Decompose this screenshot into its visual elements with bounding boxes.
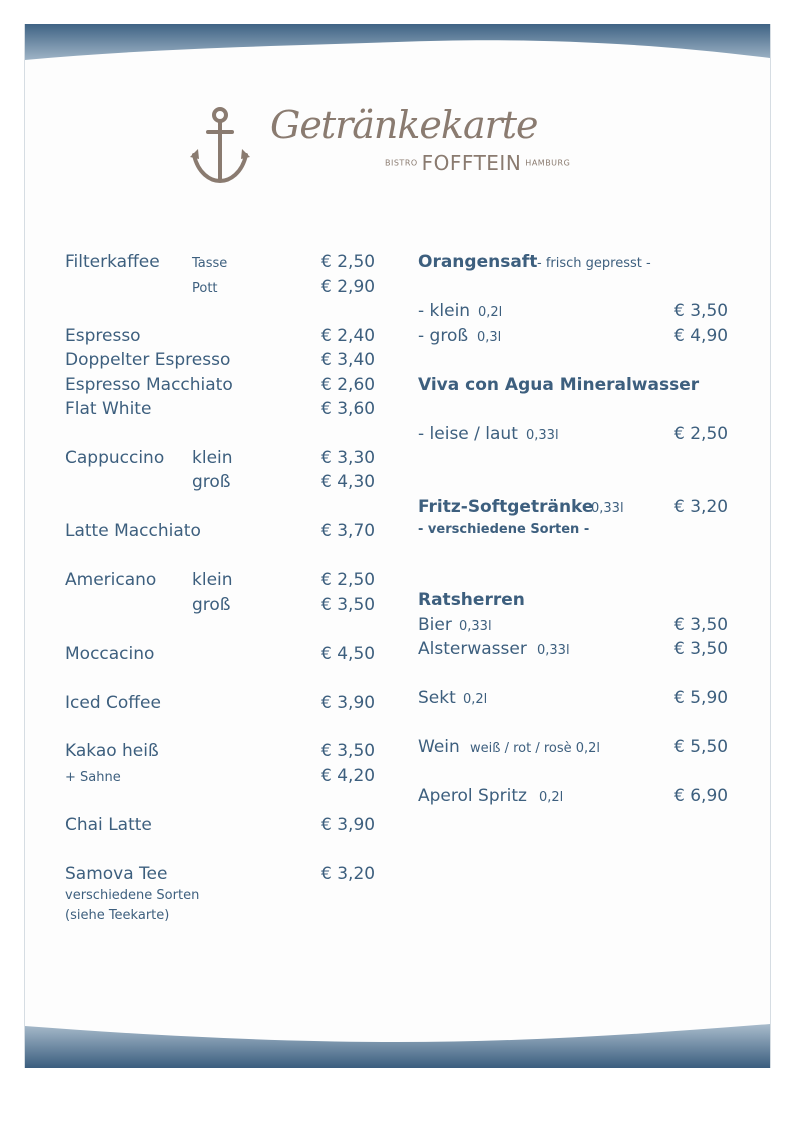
item-price: € 2,40 bbox=[321, 326, 376, 346]
item-name: Iced Coffee bbox=[65, 693, 161, 713]
item-name: - groß bbox=[418, 326, 469, 346]
item-name: Latte Macchiato bbox=[65, 521, 201, 541]
item-note: (siehe Teekarte) bbox=[65, 908, 170, 923]
logo bbox=[190, 105, 610, 190]
item-price: € 3,60 bbox=[321, 399, 376, 419]
item-name: Sekt bbox=[418, 688, 456, 708]
bottom-wave-decoration bbox=[25, 1022, 770, 1068]
item-size: groß bbox=[192, 595, 231, 615]
item-size: groß bbox=[192, 472, 231, 492]
anchor-icon bbox=[190, 105, 250, 185]
item-price: € 2,50 bbox=[321, 570, 376, 590]
item-price: € 4,50 bbox=[321, 644, 376, 664]
item-size: Tasse bbox=[192, 256, 228, 271]
section-title: Ratsherren bbox=[418, 590, 525, 610]
section-title: Viva con Agua Mineralwasser bbox=[418, 375, 700, 395]
item-price: € 3,50 bbox=[674, 615, 729, 635]
item-name: Bier bbox=[418, 615, 452, 635]
item-size: 0,33l bbox=[526, 428, 559, 443]
item-name: Kakao heiß bbox=[65, 741, 159, 761]
item-name: Doppelter Espresso bbox=[65, 350, 231, 370]
item-price: € 2,50 bbox=[674, 424, 729, 444]
item-name: Espresso Macchiato bbox=[65, 375, 233, 395]
logo-hamburg: HAMBURG bbox=[525, 158, 571, 168]
item-name: - leise / laut bbox=[418, 424, 518, 444]
item-name: Samova Tee bbox=[65, 864, 168, 884]
item-name: - klein bbox=[418, 301, 471, 321]
item-price: € 3,20 bbox=[321, 864, 376, 884]
item-size: 0,33l bbox=[537, 643, 570, 658]
section-note: - verschiedene Sorten - bbox=[418, 522, 590, 537]
item-note: verschiedene Sorten bbox=[65, 888, 200, 903]
item-name: Alsterwasser bbox=[418, 639, 527, 659]
item-price: € 6,90 bbox=[674, 786, 729, 806]
item-price: € 5,90 bbox=[674, 688, 729, 708]
item-price: € 2,90 bbox=[321, 277, 376, 297]
item-price: € 3,40 bbox=[321, 350, 376, 370]
section-title: Fritz-Softgetränke bbox=[418, 497, 594, 517]
item-size: Pott bbox=[192, 281, 218, 296]
item-price: € 3,20 bbox=[674, 497, 729, 517]
item-price: € 3,30 bbox=[321, 448, 376, 468]
item-size: 0,33l bbox=[591, 501, 624, 516]
section-note: - frisch gepresst - bbox=[537, 256, 651, 271]
item-size: klein bbox=[192, 570, 233, 590]
item-price: € 3,70 bbox=[321, 521, 376, 541]
top-wave-decoration bbox=[25, 24, 770, 64]
item-name: Moccacino bbox=[65, 644, 155, 664]
logo-script-title: Getränkekarte bbox=[270, 103, 538, 147]
section-title: Orangensaft bbox=[418, 252, 538, 272]
item-size: 0,33l bbox=[459, 619, 492, 634]
item-size: 0,2l bbox=[478, 305, 503, 320]
item-price: € 4,20 bbox=[321, 766, 376, 786]
item-price: € 5,50 bbox=[674, 737, 729, 757]
item-price: € 3,50 bbox=[674, 639, 729, 659]
item-price: € 4,30 bbox=[321, 472, 376, 492]
item-size: 0,2l bbox=[539, 790, 564, 805]
item-size: klein bbox=[192, 448, 233, 468]
item-price: € 3,50 bbox=[674, 301, 729, 321]
item-price: € 3,90 bbox=[321, 815, 376, 835]
item-size: 0,2l bbox=[463, 692, 488, 707]
item-name: Filterkaffee bbox=[65, 252, 160, 272]
item-name: Espresso bbox=[65, 326, 141, 346]
item-name: Chai Latte bbox=[65, 815, 152, 835]
item-price: € 4,90 bbox=[674, 326, 729, 346]
item-size: weiß / rot / rosè 0,2l bbox=[470, 741, 601, 756]
logo-subtitle bbox=[385, 151, 570, 175]
item-extra: + Sahne bbox=[65, 770, 121, 785]
item-name: Americano bbox=[65, 570, 157, 590]
item-name: Aperol Spritz bbox=[418, 786, 527, 806]
item-price: € 2,60 bbox=[321, 375, 376, 395]
item-price: € 3,50 bbox=[321, 595, 376, 615]
item-name: Cappuccino bbox=[65, 448, 165, 468]
logo-fofftein: FOFFTEIN bbox=[421, 151, 522, 175]
item-price: € 3,90 bbox=[321, 693, 376, 713]
item-name: Flat White bbox=[65, 399, 152, 419]
item-price: € 2,50 bbox=[321, 252, 376, 272]
logo-bistro: BISTRO bbox=[385, 158, 418, 168]
item-price: € 3,50 bbox=[321, 741, 376, 761]
item-name: Wein bbox=[418, 737, 460, 757]
item-size: 0,3l bbox=[477, 330, 502, 345]
